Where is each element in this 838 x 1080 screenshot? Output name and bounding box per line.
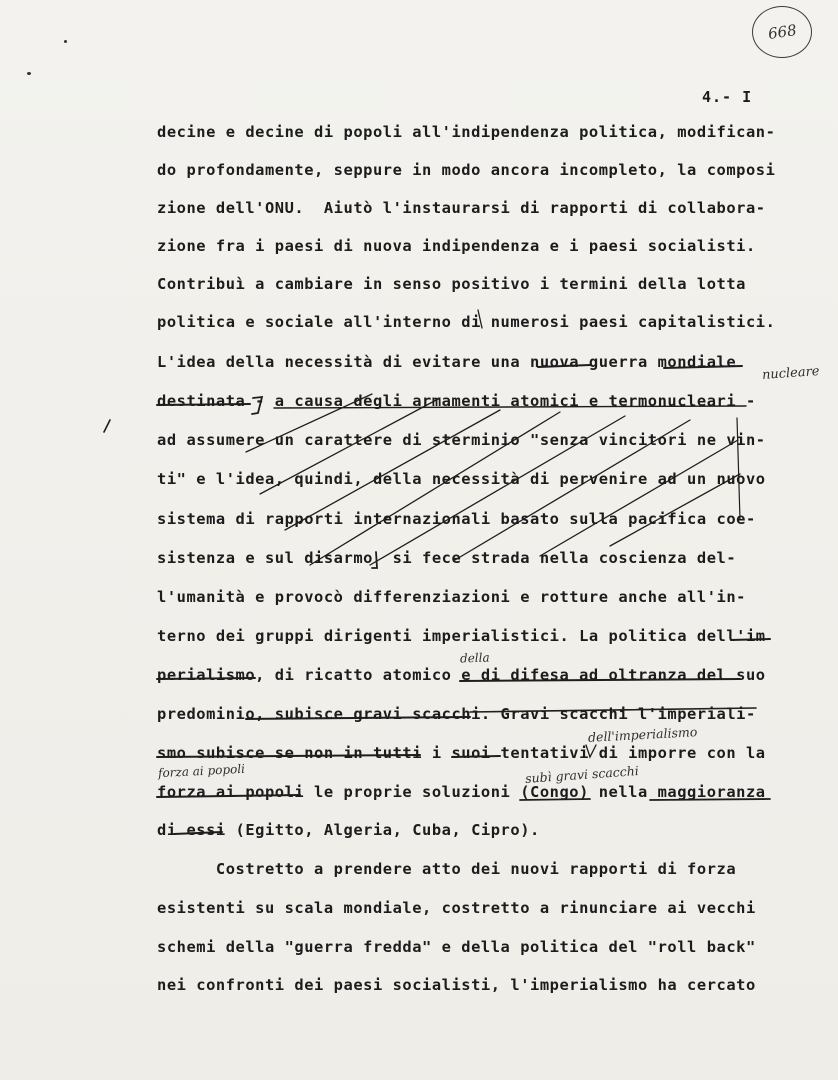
text-line: l'umanità e provocò differenziazioni e rotture anche all'in- [157, 588, 746, 606]
text-line: perialismo, di ricatto atomico e di difesa ad oltranza del suo [157, 666, 766, 684]
text-line: Costretto a prendere atto dei nuovi rapporti di forza [157, 860, 737, 878]
text-line: ti" e l'idea, quindi, della necessità di pervenire ad un nuovo [157, 470, 766, 488]
text-line: schemi della "guerra fredda" e della politica del "roll back" [157, 938, 756, 956]
text-line: zione dell'ONU. Aiutò l'instaurarsi di rapporti di collabora- [157, 199, 766, 217]
handwritten-note-della: della [459, 650, 490, 666]
page-number: 4.- I [702, 88, 753, 106]
text-line: politica e sociale all'interno di numerosi paesi capitalistici. [157, 313, 776, 331]
text-line: ad assumere un carattere di sterminio "senza vincitori ne vin- [157, 431, 766, 449]
text-line: di essi (Egitto, Algeria, Cuba, Cipro). [157, 821, 540, 839]
text-line: decine e decine di popoli all'indipendenza politica, modifican- [157, 123, 776, 141]
text-line: do profondamente, seppure in modo ancora incompleto, la composi [157, 161, 776, 179]
text-line: sistenza e sul disarmo si fece strada nella coscienza del- [157, 549, 737, 567]
text-line: terno dei gruppi dirigenti imperialistici. La politica dell'im [157, 627, 766, 645]
text-line: esistenti su scala mondiale, costretto a rinunciare ai vecchi [157, 899, 756, 917]
text-line: sistema di rapporti internazionali basato sulla pacifica coe- [157, 510, 756, 528]
stamp-number: 668 [766, 21, 798, 43]
text-line: Contribuì a cambiare in senso positivo i termini della lotta [157, 275, 746, 293]
text-line: nei confronti dei paesi socialisti, l'imperialismo ha cercato [157, 976, 756, 994]
text-line: zione fra i paesi di nuova indipendenza e i paesi socialisti. [157, 237, 756, 255]
handwritten-note-subi-gravi-scacchi: subì gravi scacchi [524, 763, 640, 786]
handwritten-note-nucleare: nucleare [761, 364, 820, 383]
text-line: forza ai popoli le proprie soluzioni (Congo) nella maggioranza [157, 783, 766, 801]
text-line: smo subisce se non in tutti i suoi tentativi di imporre con la [157, 744, 766, 762]
text-line: destinata - a causa degli armamenti atomici e termonucleari - [157, 392, 756, 410]
text-line: predominio, subisce gravi scacchi. Gravi scacchi l'imperiali- [157, 705, 756, 723]
text-line: L'idea della necessità di evitare una nuova guerra mondiale [157, 353, 737, 371]
handwritten-note-dell-imperialismo: dell'imperialismo [587, 724, 698, 745]
handwritten-note-forza-ai-popoli: forza ai popoli [157, 761, 246, 781]
